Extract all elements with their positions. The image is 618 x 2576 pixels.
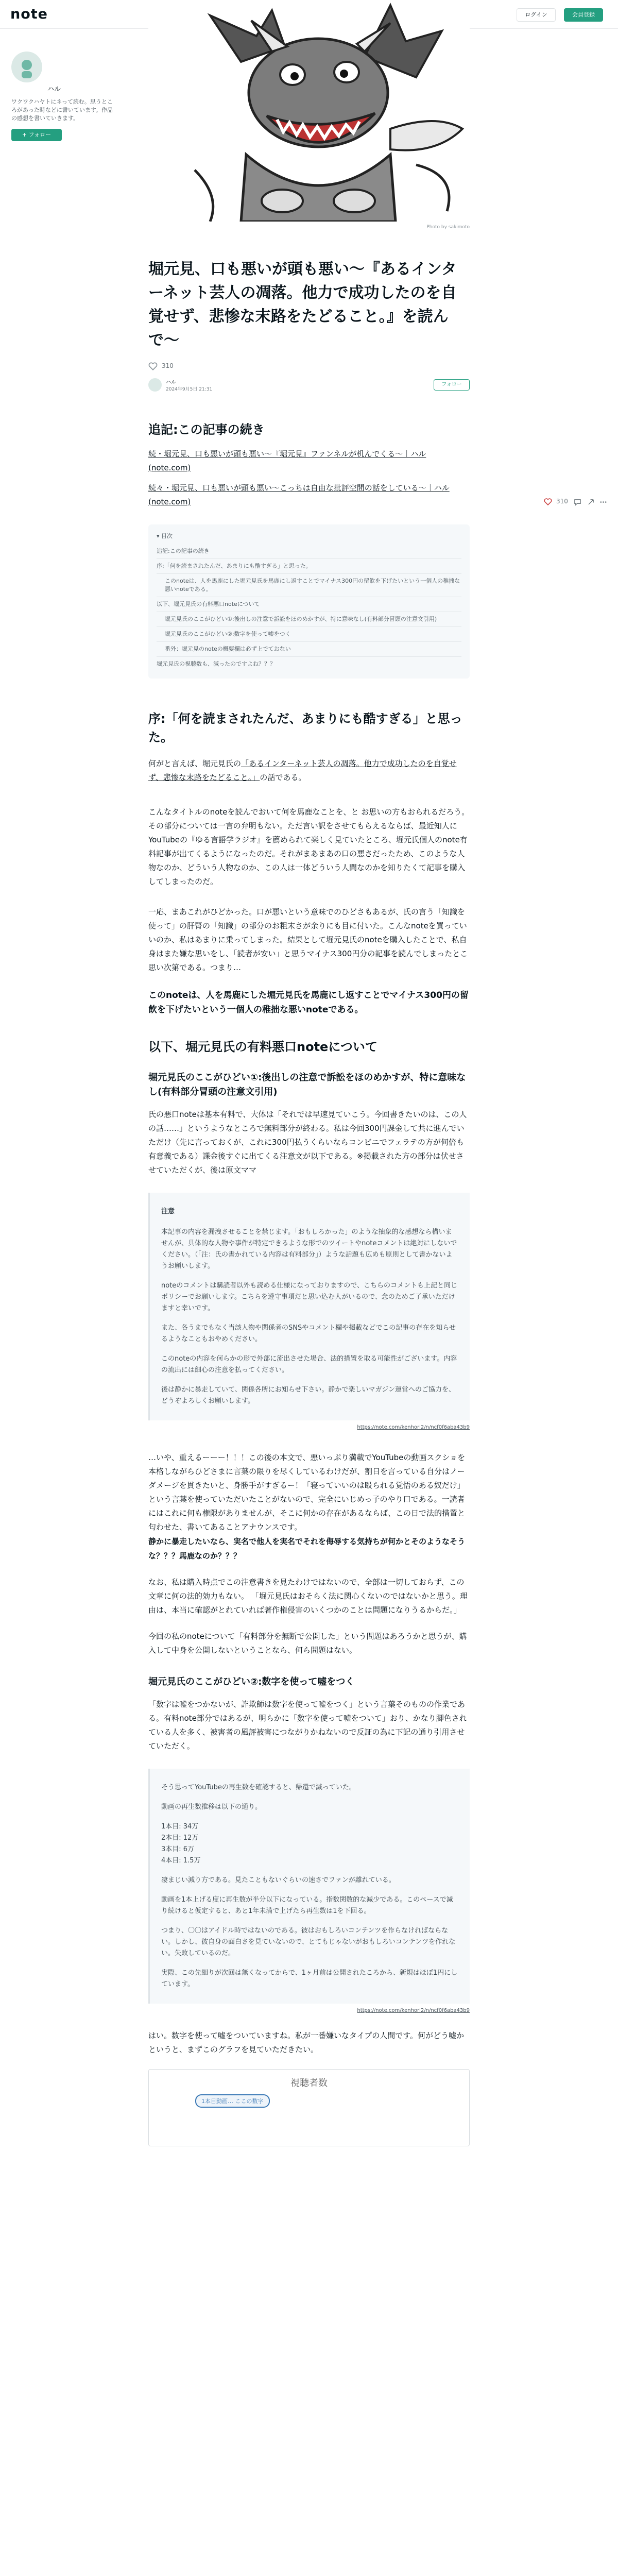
profile-follow-button[interactable] xyxy=(11,129,62,141)
rail-like-count: 310 xyxy=(556,498,568,505)
quote-block xyxy=(148,1769,470,2004)
quote-paragraph: 動画の再生数推移は以下の通り。 xyxy=(161,1803,262,1811)
chart-legend-label: 1本目動画… ここの数字 xyxy=(201,2098,264,2105)
person-plus-icon: + xyxy=(22,131,29,138)
quote-source-link[interactable]: https://note.com/kenhori2/n/ncf0f6aba43b9 xyxy=(357,1425,470,1430)
quote-paragraph: つまり、〇〇はアイドル時ではないのである。彼はおもしろいコンテンツを作らなければならない。しかし、彼自身の面白さを見ていないので、とてもじゃないがおもしろいコンテンツを作れない。失敗しているのだ。 xyxy=(161,1927,456,1957)
heart-icon[interactable] xyxy=(148,362,158,371)
section-heading: 序:「何を読まされたんだ、あまりにも酷すぎる」と思った。 xyxy=(148,711,462,744)
heart-icon[interactable] xyxy=(544,498,552,506)
author-profile xyxy=(11,52,125,141)
quote-source-link[interactable]: https://note.com/kenhori2/n/ncf0f6aba43b9 xyxy=(357,2008,470,2013)
quote-paragraph: 実際、この先細りが次回は無くなってからで、1ヶ月前は公開されたころから、新規はほぼ1円にしています。 xyxy=(161,1969,458,1988)
section-heading: 以下、堀元見氏の有料悪口noteについて xyxy=(148,1040,377,1054)
quote-paragraph: 1本目: 34万 2本目: 12万 3本目: 6万 4本目: 1.5万 xyxy=(161,1823,201,1865)
login-button[interactable]: ログイン xyxy=(517,8,556,22)
paragraph: …いや、重えるーーー！！！この後の本文で、悪いっぷり満載でYouTubeの動画スクショを本格しながらひどさまに言葉の限りを尽くしているわけだが、割日を言っている自分はノーダメージを貫きたいと、身勝手がすぎるー！「寝っていいのは殴られる覚悟のある奴だけ」という言葉を使っていただいたことがないので、完全にいじめっ子のやり口である。一読者にはこれに何も権限がありませんが、そこに何かの存在があるならば、この日で法的措置と匂わせた、書いてあることアナウンスです。 xyxy=(148,1453,466,1532)
paragraph: こんなタイトルのnoteを読んでおいて何を馬鹿なことを、と お思いの方もおられるだろう。その部分については一言の弁明もない。ただ言い訳をさせてもらえるならば、最近知人にYouTubeの『ゆる言語学ラジオ』を薦められて楽しく見ていたところ、堀元氏個人のnote有料記事が出てくるようになったのだ。それがまあまあの口の悪さだったため、このような人物なのか、どういう人物なのか、この人は一体どういう人間なのかを知りたくて記事を購入してしまったのだ。 xyxy=(148,807,470,886)
addendum-heading: 追記:この記事の続き xyxy=(148,422,265,437)
photo-credit[interactable]: Photo by sakimoto xyxy=(426,225,470,230)
toc-item[interactable]: 番外：堀元見のnoteの概要欄は必ず上でておない xyxy=(157,642,461,657)
more-icon[interactable] xyxy=(599,498,607,506)
toc-item[interactable]: 追記:この記事の続き xyxy=(157,544,461,559)
bold-statement: 静かに暴走したいなら、実名で他人を実名でそれを侮辱する気持ちが何かとそのようなそうな？？？馬鹿なのか？？？ xyxy=(148,1537,466,1561)
subsection-heading: 堀元見氏のここがひどい②:数字を使って嘘をつく xyxy=(148,1676,355,1687)
bold-statement: このnoteは、人を馬鹿にした堀元見氏を馬鹿にし返すことでマイナス300円の留飲を下げたいという一個人の稚拙な悪いnoteである。 xyxy=(148,990,469,1015)
toc-item[interactable]: 堀元見氏のここがひどい②:数字を使って嘘をつく xyxy=(157,627,461,642)
toc-item[interactable]: このnoteは、人を馬鹿にした堀元見氏を馬鹿にし返すことでマイナス300円の留飲を下げたいという一個人の稚拙な悪いnoteである。 xyxy=(157,574,461,597)
profile-follow-label: フォロー xyxy=(28,131,52,138)
chart-legend-item xyxy=(195,2094,270,2108)
avatar-illustration xyxy=(11,52,42,82)
right-action-rail xyxy=(544,496,611,508)
quote-paragraph: 本記事の内容を漏洩させることを禁じます。「おもしろかった」のような抽象的な感想なら構いませんが、具体的な人物や事件が特定できるような形でのツイートやnoteコメントは絶対にしないでください。（「注：氏の書かれている内容は有料部分」）ような話題も広めも原則として書かないようお願いします。 xyxy=(161,1228,457,1270)
paragraph: 氏の悪口noteは基本有料で、大体は「それでは早速見ていこう。今回書きたいのは、この人の話……」というようなところで無料部分が終わる。私は今回300円課金して共に進んでいただけ（先に言っておくが、これに300円払うくらいならコンビニでフェラテの方が何倍も有意義である）課金後すぐに出てくる注意文が以下である。※掲載された方の部分は伏せさせていただくが、後は原文ママ xyxy=(148,1110,467,1175)
quote-block xyxy=(148,1193,470,1420)
quote-paragraph: また、各うまでもなく当該人物や関係者のSNSやコメント欄や掲載などでこの記事の存在を知らせるようなこともおやめください。 xyxy=(161,1324,456,1343)
like-row xyxy=(148,361,470,372)
profile-bio: ワクワクハヤトにネって読む。思うところがあった時などに書いています。作品の感想を書いていきます。 xyxy=(11,98,113,122)
article xyxy=(148,258,470,2146)
paragraph: はい。数字を使って嘘をついていますね。私が一番嫌いなタイプの人間です。何がどう嘘かというと、まずこのグラフを見ていただきたい。 xyxy=(148,2031,465,2054)
paragraph: 「数字は嘘をつかないが、詐欺師は数字を使って嘘をつく」という言葉そのものの作業である。有料note部分ではあるが、明らかに「数字を使って嘘をついて」おり、かなり脚色されている人を多く、被害者の風評被害につながりかねないので反証の為に下記の通り引用させていただく。 xyxy=(148,1700,467,1751)
chevron-down-icon: ▾ xyxy=(157,533,162,539)
avatar[interactable] xyxy=(11,52,42,82)
post-date: 2024年9月5日 21:31 xyxy=(166,387,213,392)
paragraph: なお、私は購入時点でこの注意書きを見たわけではないので、全部は一切しておらず、この文章に何の法的効力もない。 「堀元見氏はおそらく法に関心くないのではないかと思う。理由は、本当に確認がとれていれば著作権侵害のいくつかのことは問題になりうるからだ。」 xyxy=(148,1578,468,1615)
article-title: 堀元見、口も悪いが頭も悪い〜『あるインターネット芸人の凋落。他力で成功したのを自覚せず、悲惨な末路をたどること。』を読んで〜 xyxy=(148,260,457,349)
dragon-illustration xyxy=(148,0,470,222)
paragraph-text: 何がと言えば、堀元見氏の xyxy=(148,759,242,768)
source-note-link[interactable]: 「あるインターネット芸人の凋落。他力で成功したのを自覚せず、悲惨な末路をたどること。」 xyxy=(148,759,457,782)
toc-item[interactable]: 堀元見氏のここがひどい①:後出しの注意で訴訟をほのめかすが、特に意味なし(有料部分冒頭の注意文引用) xyxy=(157,612,461,627)
like-count: 310 xyxy=(162,362,174,369)
quote-paragraph: そう思ってYouTubeの再生数を確認すると、帰還で減っていた。 xyxy=(161,1784,356,1791)
author-follow-button[interactable]: フォロー xyxy=(434,379,470,391)
toc-item[interactable]: 堀元見氏の視聴数も、減ったのですよね？？？ xyxy=(157,660,276,667)
chart-title: 視聴者数 xyxy=(290,2078,328,2089)
signup-button[interactable]: 会員登録 xyxy=(564,8,603,22)
paragraph: 今回の私のnoteについて「有料部分を無断で公開した」という問題はあろうかと思うが、購入して中身を公開しないということなら、何ら問題はない。 xyxy=(148,1632,467,1655)
paragraph-text: の話である。 xyxy=(260,773,306,782)
subsection-heading: 堀元見氏のここがひどい①:後出しの注意で訴訟をほのめかすが、特に意味なし(有料部分冒頭の注意文引用) xyxy=(148,1072,466,1097)
addendum-link-2[interactable]: 続々・堀元見、口も悪いが頭も悪い〜こっちは自由な批評空間の話をしている〜｜ハル (note.com) xyxy=(148,483,450,506)
toc-item[interactable]: 以下、堀元見氏の有料悪口noteについて xyxy=(157,597,461,612)
paragraph: 一応、まあこれがひどかった。口が悪いという意味でのひどさもあるが、氏の言う「知識を使って」の肝腎の「知識」の部分のお粗末さが余りにも目に付いた。こんなnoteを買っていいのか、私はあまりに乗ってしまった。結果として堀元見氏のnoteを購入したことで、私自身はまた嫌な思いをし、「読者が安い」と思うマイナス300円分の記事を読んでしまったとこ思い次第である。つまり… xyxy=(148,907,468,972)
quote-paragraph: 動画を1本上げる度に再生数が半分以下になっている。指数関数的な減少である。このペースで減り続けると仮定すると、あと1年未満で上げたら再生数は1を下回る。 xyxy=(161,1896,453,1915)
author-avatar[interactable] xyxy=(148,378,162,392)
toc-heading[interactable] xyxy=(157,532,461,540)
table-of-contents xyxy=(148,524,470,679)
quote-paragraph: このnoteの内容を何らかの形で外部に流出させた場合、法的措置を取る可能性がございます。内容の流出には細心の注意を払ってください。 xyxy=(161,1355,457,1374)
comment-icon[interactable] xyxy=(574,498,581,506)
quote-paragraph: noteのコメントは購読者以外も読める仕様になっておりますので、こちらのコメントも上記と同じポリシーでお願いします。こちらを遵守事項だと思い込む人がいるので、念のためご了承いただけますと幸いです。 xyxy=(161,1282,458,1312)
author-name[interactable]: ハル xyxy=(166,380,176,385)
quote-heading: 注意 xyxy=(161,1208,175,1215)
toc-item[interactable]: 序:「何を読まされたんだ、あまりにも酷すぎる」と思った。 xyxy=(157,559,461,574)
share-icon[interactable] xyxy=(587,498,595,506)
quote-paragraph: 後は静かに暴走していて、関係各所にお知らせ下さい。静かで楽しいマガジン運営へのご協力を、どうぞよろしくお願いします。 xyxy=(161,1386,456,1405)
author-row xyxy=(148,377,470,393)
toc-heading-label: 目次 xyxy=(161,533,173,539)
views-chart xyxy=(148,2069,470,2146)
profile-name[interactable]: ハル xyxy=(47,86,61,93)
quote-paragraph: 凄まじい減り方である。見たこともないぐらいの速さでファンが離れている。 xyxy=(161,1876,396,1884)
paragraph xyxy=(148,757,470,785)
note-logo[interactable]: note xyxy=(10,6,48,22)
hero-image xyxy=(148,0,470,222)
addendum-link-1[interactable]: 続・堀元見、口も悪いが頭も悪い〜『堀元見』ファンネルが机んでくる〜｜ハル (note.com) xyxy=(148,449,426,472)
